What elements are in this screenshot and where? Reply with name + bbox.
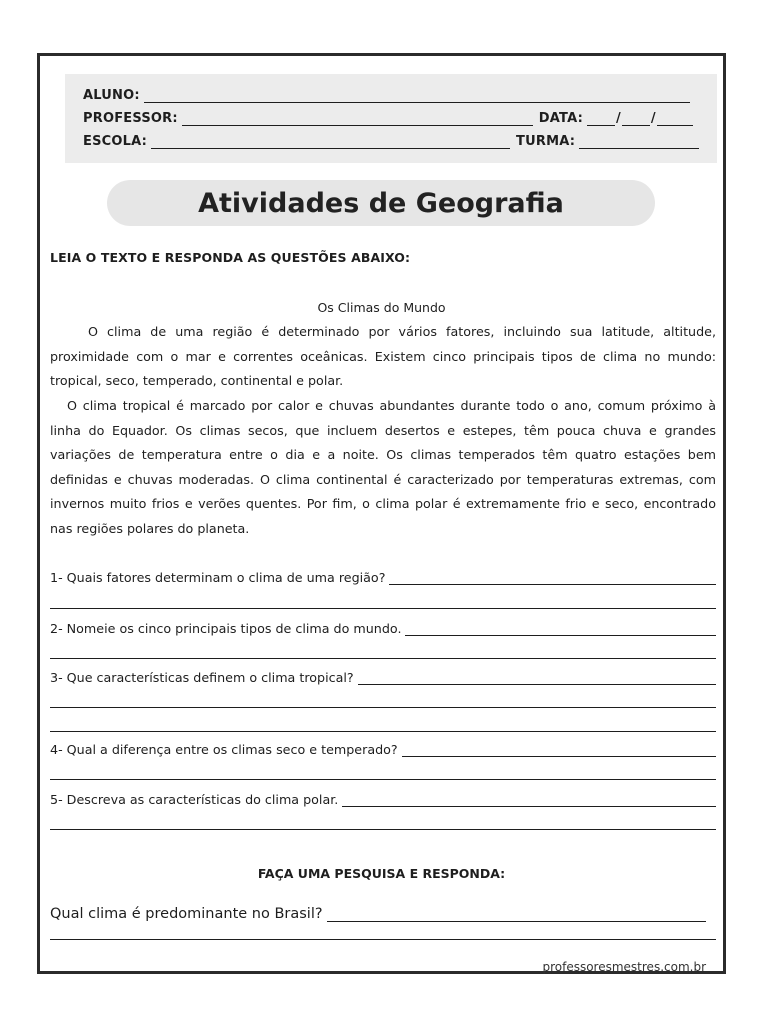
date-day-field[interactable] [587,112,615,126]
question-1-text: 1- Quais fatores determinam o clima de uma região? [50,570,386,585]
turma-label: TURMA: [516,134,576,149]
question-4-answer-line-2[interactable] [50,779,716,780]
turma-field[interactable] [579,135,699,149]
text-paragraph-2: O clima tropical é marcado por calor e chuvas abundantes durante todo o ano, comum próximo à linha do Equador. Os climas secos, que incluem desertos e estepes, têm pouca chuva e grandes variações de temperatura entre o dia e a noite. Os climas temperados têm quatro estações bem definidas e chuvas moderadas. O clima continental é caracterizado por temperaturas extremas, com invernos muito frios e verões quentes. Por fim, o clima polar é extremamente frio e seco, encontrado nas regiões polares do planeta. [50,398,716,536]
question-5-text: 5- Descreva as características do clima polar. [50,792,339,807]
question-3-answer-line-3[interactable] [50,731,716,732]
footer-website: professoresmestres.com.br [542,960,706,974]
question-5-answer-line-2[interactable] [50,829,716,830]
question-3 [50,670,716,685]
question-4-answer-line[interactable] [402,744,716,757]
text-paragraph-1: O clima de uma região é determinado por vários fatores, incluindo sua latitude, altitude, proximidade com o mar e correntes oceânicas. Existem cinco principais tipos de clima no mundo: tropical, seco, temperado, continental e polar. [50,324,716,388]
question-3-answer-line-2[interactable] [50,707,716,708]
date-separator-2: / [650,111,656,126]
date-separator-1: / [615,111,621,126]
question-2-answer-line-2[interactable] [50,658,716,659]
date-year-field[interactable] [657,112,693,126]
question-2 [50,621,716,636]
student-info-box [65,74,717,163]
reading-instruction: LEIA O TEXTO E RESPONDA AS QUESTÕES ABAIXO: [50,250,411,265]
question-4 [50,742,716,757]
professor-label: PROFESSOR: [83,111,178,126]
aluno-field[interactable] [144,89,690,103]
question-2-text: 2- Nomeie os cinco principais tipos de clima do mundo. [50,621,402,636]
aluno-label: ALUNO: [83,88,140,103]
page-title: Atividades de Geografia [107,180,655,226]
professor-row [83,111,693,126]
professor-field[interactable] [182,112,533,126]
aluno-row [83,88,690,103]
data-label: DATA: [538,111,583,126]
date-month-field[interactable] [622,112,650,126]
question-1 [50,570,716,585]
question-4-text: 4- Qual a diferença entre os climas seco e temperado? [50,742,398,757]
question-1-answer-line[interactable] [389,572,716,585]
research-answer-line[interactable] [327,907,706,922]
escola-field[interactable] [151,135,510,149]
question-3-text: 3- Que características definem o clima tropical? [50,670,354,685]
question-1-answer-line-2[interactable] [50,608,716,609]
question-5-answer-line[interactable] [342,794,716,807]
question-2-answer-line[interactable] [405,623,716,636]
text-title: Os Climas do Mundo [317,300,446,315]
escola-row [83,134,699,149]
research-answer-line-2[interactable] [50,939,716,940]
worksheet-frame [37,53,726,974]
research-title: FAÇA UMA PESQUISA E RESPONDA: [257,866,506,881]
question-5 [50,792,716,807]
question-3-answer-line[interactable] [358,672,716,685]
research-question-text: Qual clima é predominante no Brasil? [50,906,323,922]
research-question [50,906,706,922]
escola-label: ESCOLA: [83,134,148,149]
